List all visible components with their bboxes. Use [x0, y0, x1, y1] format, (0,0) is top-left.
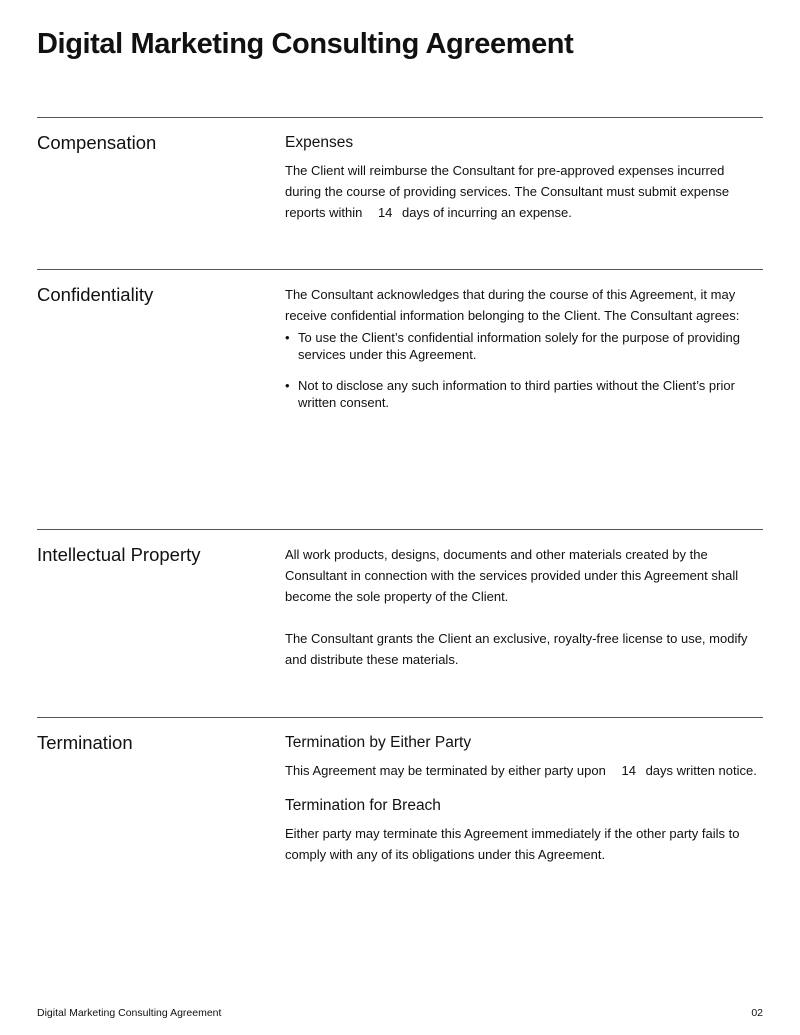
section-confidentiality [37, 269, 763, 530]
list-item [285, 329, 763, 363]
document-title: Digital Marketing Consulting Agreement [37, 28, 574, 60]
expenses-heading: Expenses [285, 134, 354, 151]
list-item [285, 377, 763, 411]
termination-breach-block [285, 795, 763, 865]
section-title-confidentiality: Confidentiality [37, 284, 154, 305]
list-item-text: To use the Client’s confidential information solely for the purpose of providing services under this Agreement. [298, 330, 741, 362]
termination-either-paragraph [285, 760, 763, 781]
section-intellectual-property [37, 529, 763, 718]
expenses-text-after: days of incurring an expense. [402, 205, 572, 220]
expenses-paragraph [285, 160, 763, 223]
ip-paragraph-license: The Consultant grants the Client an exclusive, royalty-free license to use, modify and distribute these materials. [285, 631, 748, 667]
bullet-icon: • [285, 378, 290, 393]
confidentiality-intro: The Consultant acknowledges that during the course of this Agreement, it may receive confidential information belonging to the Client. The Consultant agrees: [285, 287, 740, 323]
bullet-icon: • [285, 330, 290, 345]
termination-either-text-before: This Agreement may be terminated by either party upon [285, 763, 606, 778]
termination-body [285, 732, 763, 865]
termination-breach-paragraph: Either party may terminate this Agreement immediately if the other party fails to comply with any of its obligations under this Agreement. [285, 826, 740, 862]
ip-body [285, 544, 763, 670]
expense-report-days: 14 [377, 205, 393, 220]
confidentiality-body [285, 284, 763, 425]
termination-breach-heading: Termination for Breach [285, 797, 441, 814]
list-item-text: Not to disclose any such information to third parties without the Client’s prior written consent. [298, 378, 735, 410]
termination-either-heading: Termination by Either Party [285, 734, 472, 751]
section-termination [37, 717, 763, 918]
termination-notice-days: 14 [621, 763, 636, 778]
ip-paragraph-ownership: All work products, designs, documents and other materials created by the Consultant in connection with the services provided under this Agreement shall become the sole property of the Client. [285, 547, 739, 604]
compensation-body [285, 132, 763, 223]
termination-either-text-after: days written notice. [645, 763, 757, 778]
page-number: 02 [751, 1007, 763, 1019]
section-compensation [37, 117, 763, 270]
footer-title: Digital Marketing Consulting Agreement [37, 1007, 222, 1019]
section-title-termination: Termination [37, 732, 133, 753]
section-title-compensation: Compensation [37, 132, 157, 153]
expenses-text-before: The Client will reimburse the Consultant for pre-approved expenses incurred during the course of providing services. The Consultant must submit expense reports within [285, 163, 730, 220]
confidentiality-list [285, 329, 763, 411]
section-title-intellectual-property: Intellectual Property [37, 544, 201, 565]
